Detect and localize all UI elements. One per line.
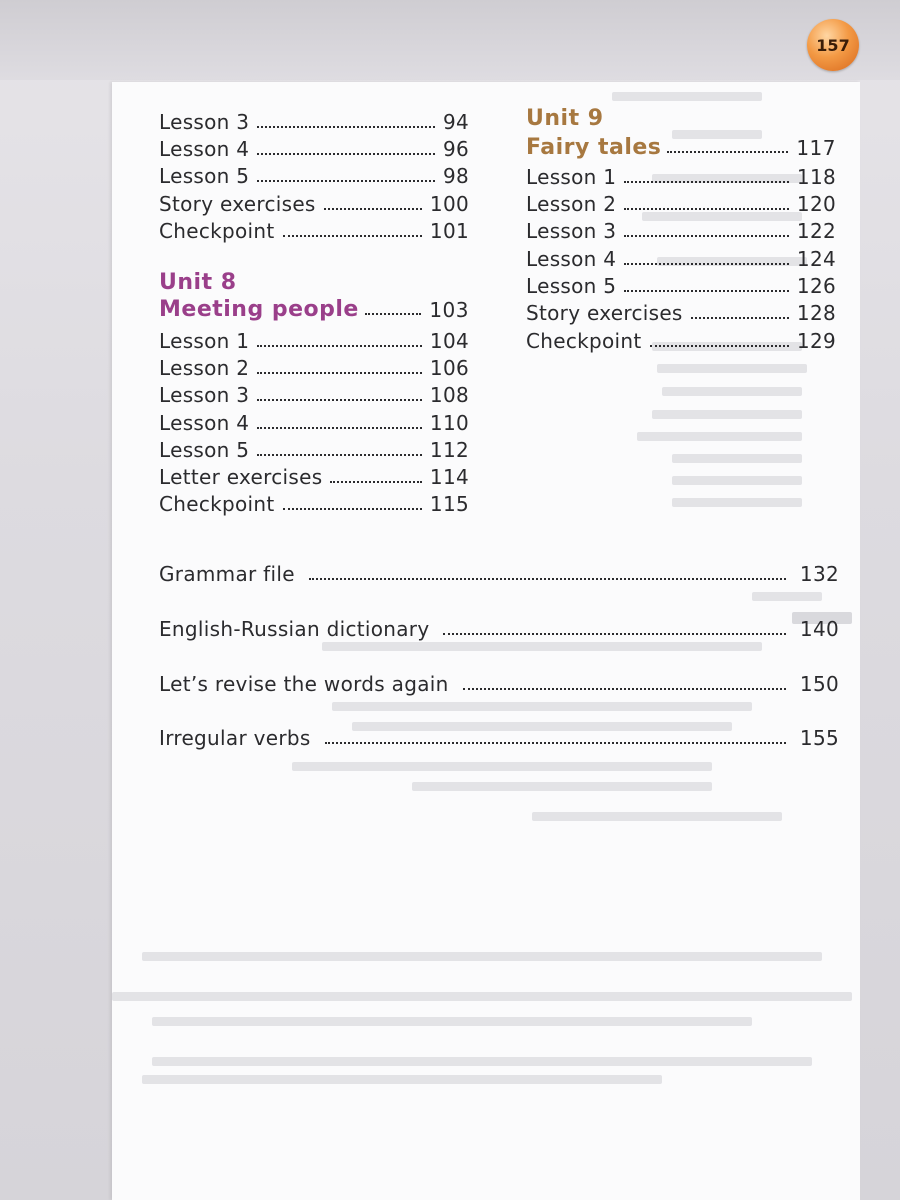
unit-9-title-entry[interactable]: Fairy tales 117 — [526, 135, 836, 160]
unit-8-title: Meeting people — [159, 297, 359, 322]
toc-entry[interactable]: Letter exercises 114 — [159, 465, 469, 489]
toc-entry[interactable]: Lesson 3 108 — [159, 383, 469, 407]
toc-entry[interactable]: Checkpoint 101 — [159, 219, 469, 243]
toc-entry[interactable]: Lesson 5 98 — [159, 164, 469, 188]
contents-page — [112, 82, 860, 1200]
toc-entry[interactable]: Lesson 4 124 — [526, 247, 836, 271]
toc-entry[interactable]: Lesson 5 112 — [159, 438, 469, 462]
page-number-badge: 157 — [807, 19, 859, 71]
toc-entry[interactable]: Lesson 5 126 — [526, 274, 836, 298]
toc-appendix-entry[interactable]: Grammar file 132 — [159, 562, 839, 586]
toc-entry[interactable]: Checkpoint 129 — [526, 329, 836, 353]
toc-entry[interactable]: Story exercises 100 — [159, 192, 469, 216]
unit-8-title-entry[interactable]: Meeting people 103 — [159, 297, 469, 322]
page-top-shadow — [0, 0, 900, 80]
toc-appendix-entry[interactable]: Irregular verbs 155 — [159, 726, 839, 750]
toc-appendix-entry[interactable]: English-Russian dictionary 140 — [159, 617, 839, 641]
toc-entry[interactable]: Lesson 2 106 — [159, 356, 469, 380]
toc-entry[interactable]: Lesson 2 120 — [526, 192, 836, 216]
toc-entry[interactable]: Lesson 3 94 — [159, 110, 469, 134]
unit-9-title: Fairy tales — [526, 135, 662, 160]
unit-9-heading: Unit 9 — [526, 106, 604, 131]
toc-entry[interactable]: Lesson 1 118 — [526, 165, 836, 189]
toc-entry[interactable]: Lesson 4 110 — [159, 411, 469, 435]
toc-appendix-entry[interactable]: Let’s revise the words again 150 — [159, 672, 839, 696]
toc-entry[interactable]: Story exercises 128 — [526, 301, 836, 325]
toc-entry[interactable]: Lesson 3 122 — [526, 219, 836, 243]
unit-8-heading: Unit 8 — [159, 270, 237, 295]
toc-entry[interactable]: Lesson 1 104 — [159, 329, 469, 353]
toc-entry[interactable]: Checkpoint 115 — [159, 492, 469, 516]
toc-entry[interactable]: Lesson 4 96 — [159, 137, 469, 161]
